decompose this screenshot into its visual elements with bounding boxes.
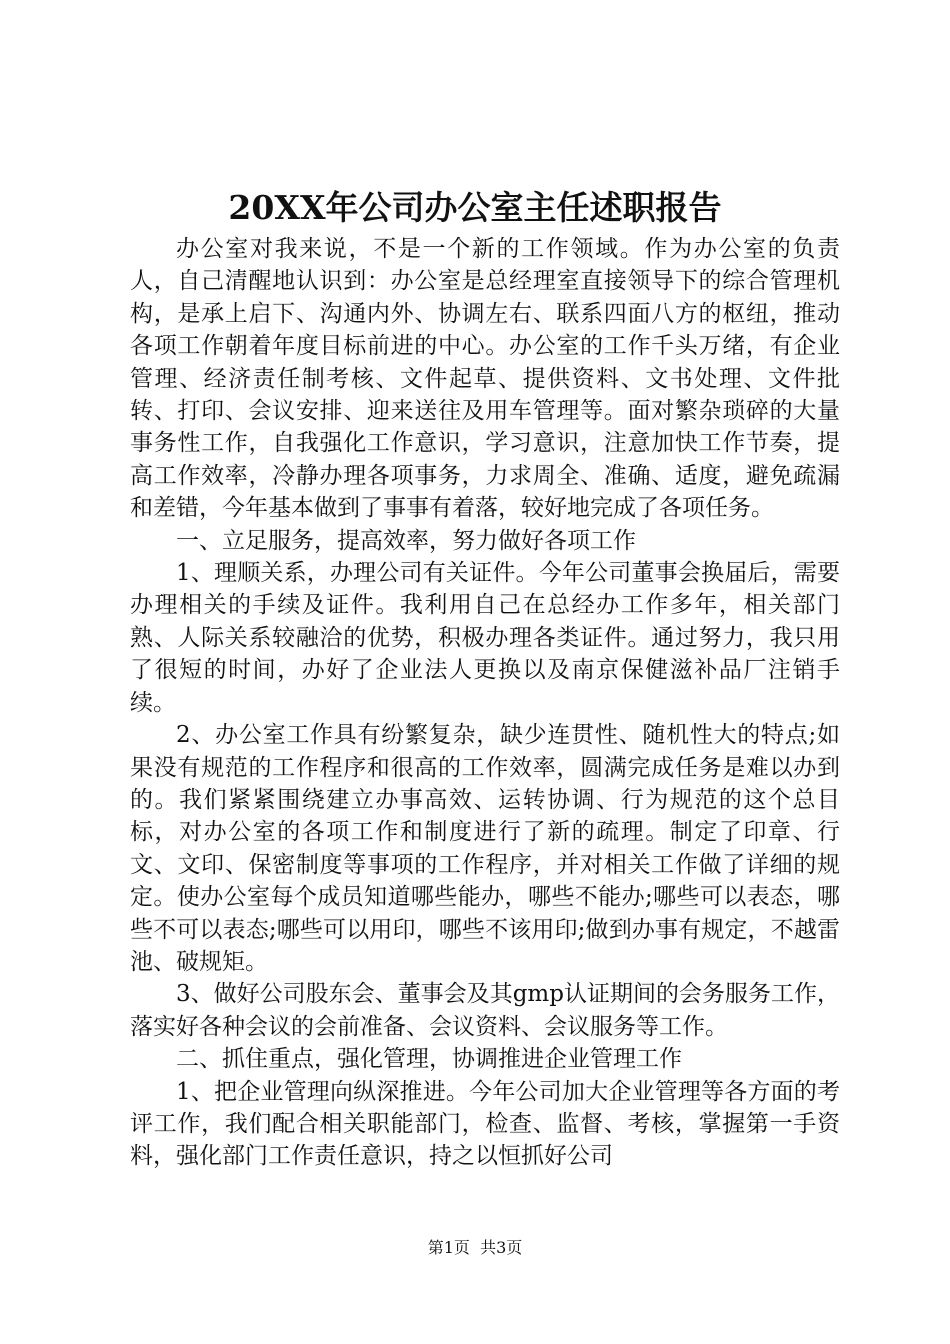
- paragraph-item-2-1: 1、把企业管理向纵深推进。今年公司加大企业管理等各方面的考评工作，我们配合相关职能部门，检查、监督、考核，掌握第一手资料，强化部门工作责任意识，持之以恒抓好公司: [130, 1078, 840, 1170]
- document-body: [130, 233, 840, 1173]
- page-number-label: 第1页 共3页: [427, 1238, 523, 1257]
- paragraph-item-1-3: 3、做好公司股东会、董事会及其gmp认证期间的会务服务工作，落实好各种会议的会前准备、会议资料、会议服务等工作。: [130, 981, 840, 1040]
- page-footer: [0, 1238, 950, 1258]
- paragraph-intro: 办公室对我来说，不是一个新的工作领域。作为办公室的负责人，自己清醒地认识到：办公室是总经理室直接领导下的综合管理机构，是承上启下、沟通内外、协调左右、联系四面八方的枢纽，推动各项工作朝着年度目标前进的中心。办公室的工作千头万绪，有企业管理、经济责任制考核、文件起草、提供资料、文书处理、文件批转、打印、会议安排、迎来送往及用车管理等。面对繁杂琐碎的大量事务性工作，自我强化工作意识，学习意识，注意加快工作节奏，提高工作效率，冷静办理各项事务，力求周全、准确、适度，避免疏漏和差错，今年基本做到了事事有着落，较好地完成了各项任务。: [130, 236, 840, 522]
- section-heading-2: 二、抓住重点，强化管理，协调推进企业管理工作: [176, 1046, 682, 1073]
- paragraph-item-1-2: 2、办公室工作具有纷繁复杂，缺少连贯性、随机性大的特点;如果没有规范的工作程序和很高的工作效率，圆满完成任务是难以办到的。我们紧紧围绕建立办事高效、运转协调、行为规范的这个总目标，对办公室的各项工作和制度进行了新的疏理。制定了印章、行文、文印、保密制度等事项的工作程序，并对相关工作做了详细的规定。使办公室每个成员知道哪些能办，哪些不能办;哪些可以表态，哪些不可以表态;哪些可以用印，哪些不该用印;做到办事有规定，不越雷池、破规矩。: [130, 722, 840, 975]
- document-title: 20XX年公司办公室主任述职报告: [228, 188, 722, 227]
- paragraph-item-1-1: 1、理顺关系，办理公司有关证件。今年公司董事会换届后，需要办理相关的手续及证件。我利用自己在总经办工作多年，相关部门熟、人际关系较融洽的优势，积极办理各类证件。通过努力，我只用了很短的时间，办好了企业法人更换以及南京保健滋补品厂注销手续。: [130, 560, 840, 716]
- section-heading-1: 一、立足服务，提高效率，努力做好各项工作: [176, 527, 636, 554]
